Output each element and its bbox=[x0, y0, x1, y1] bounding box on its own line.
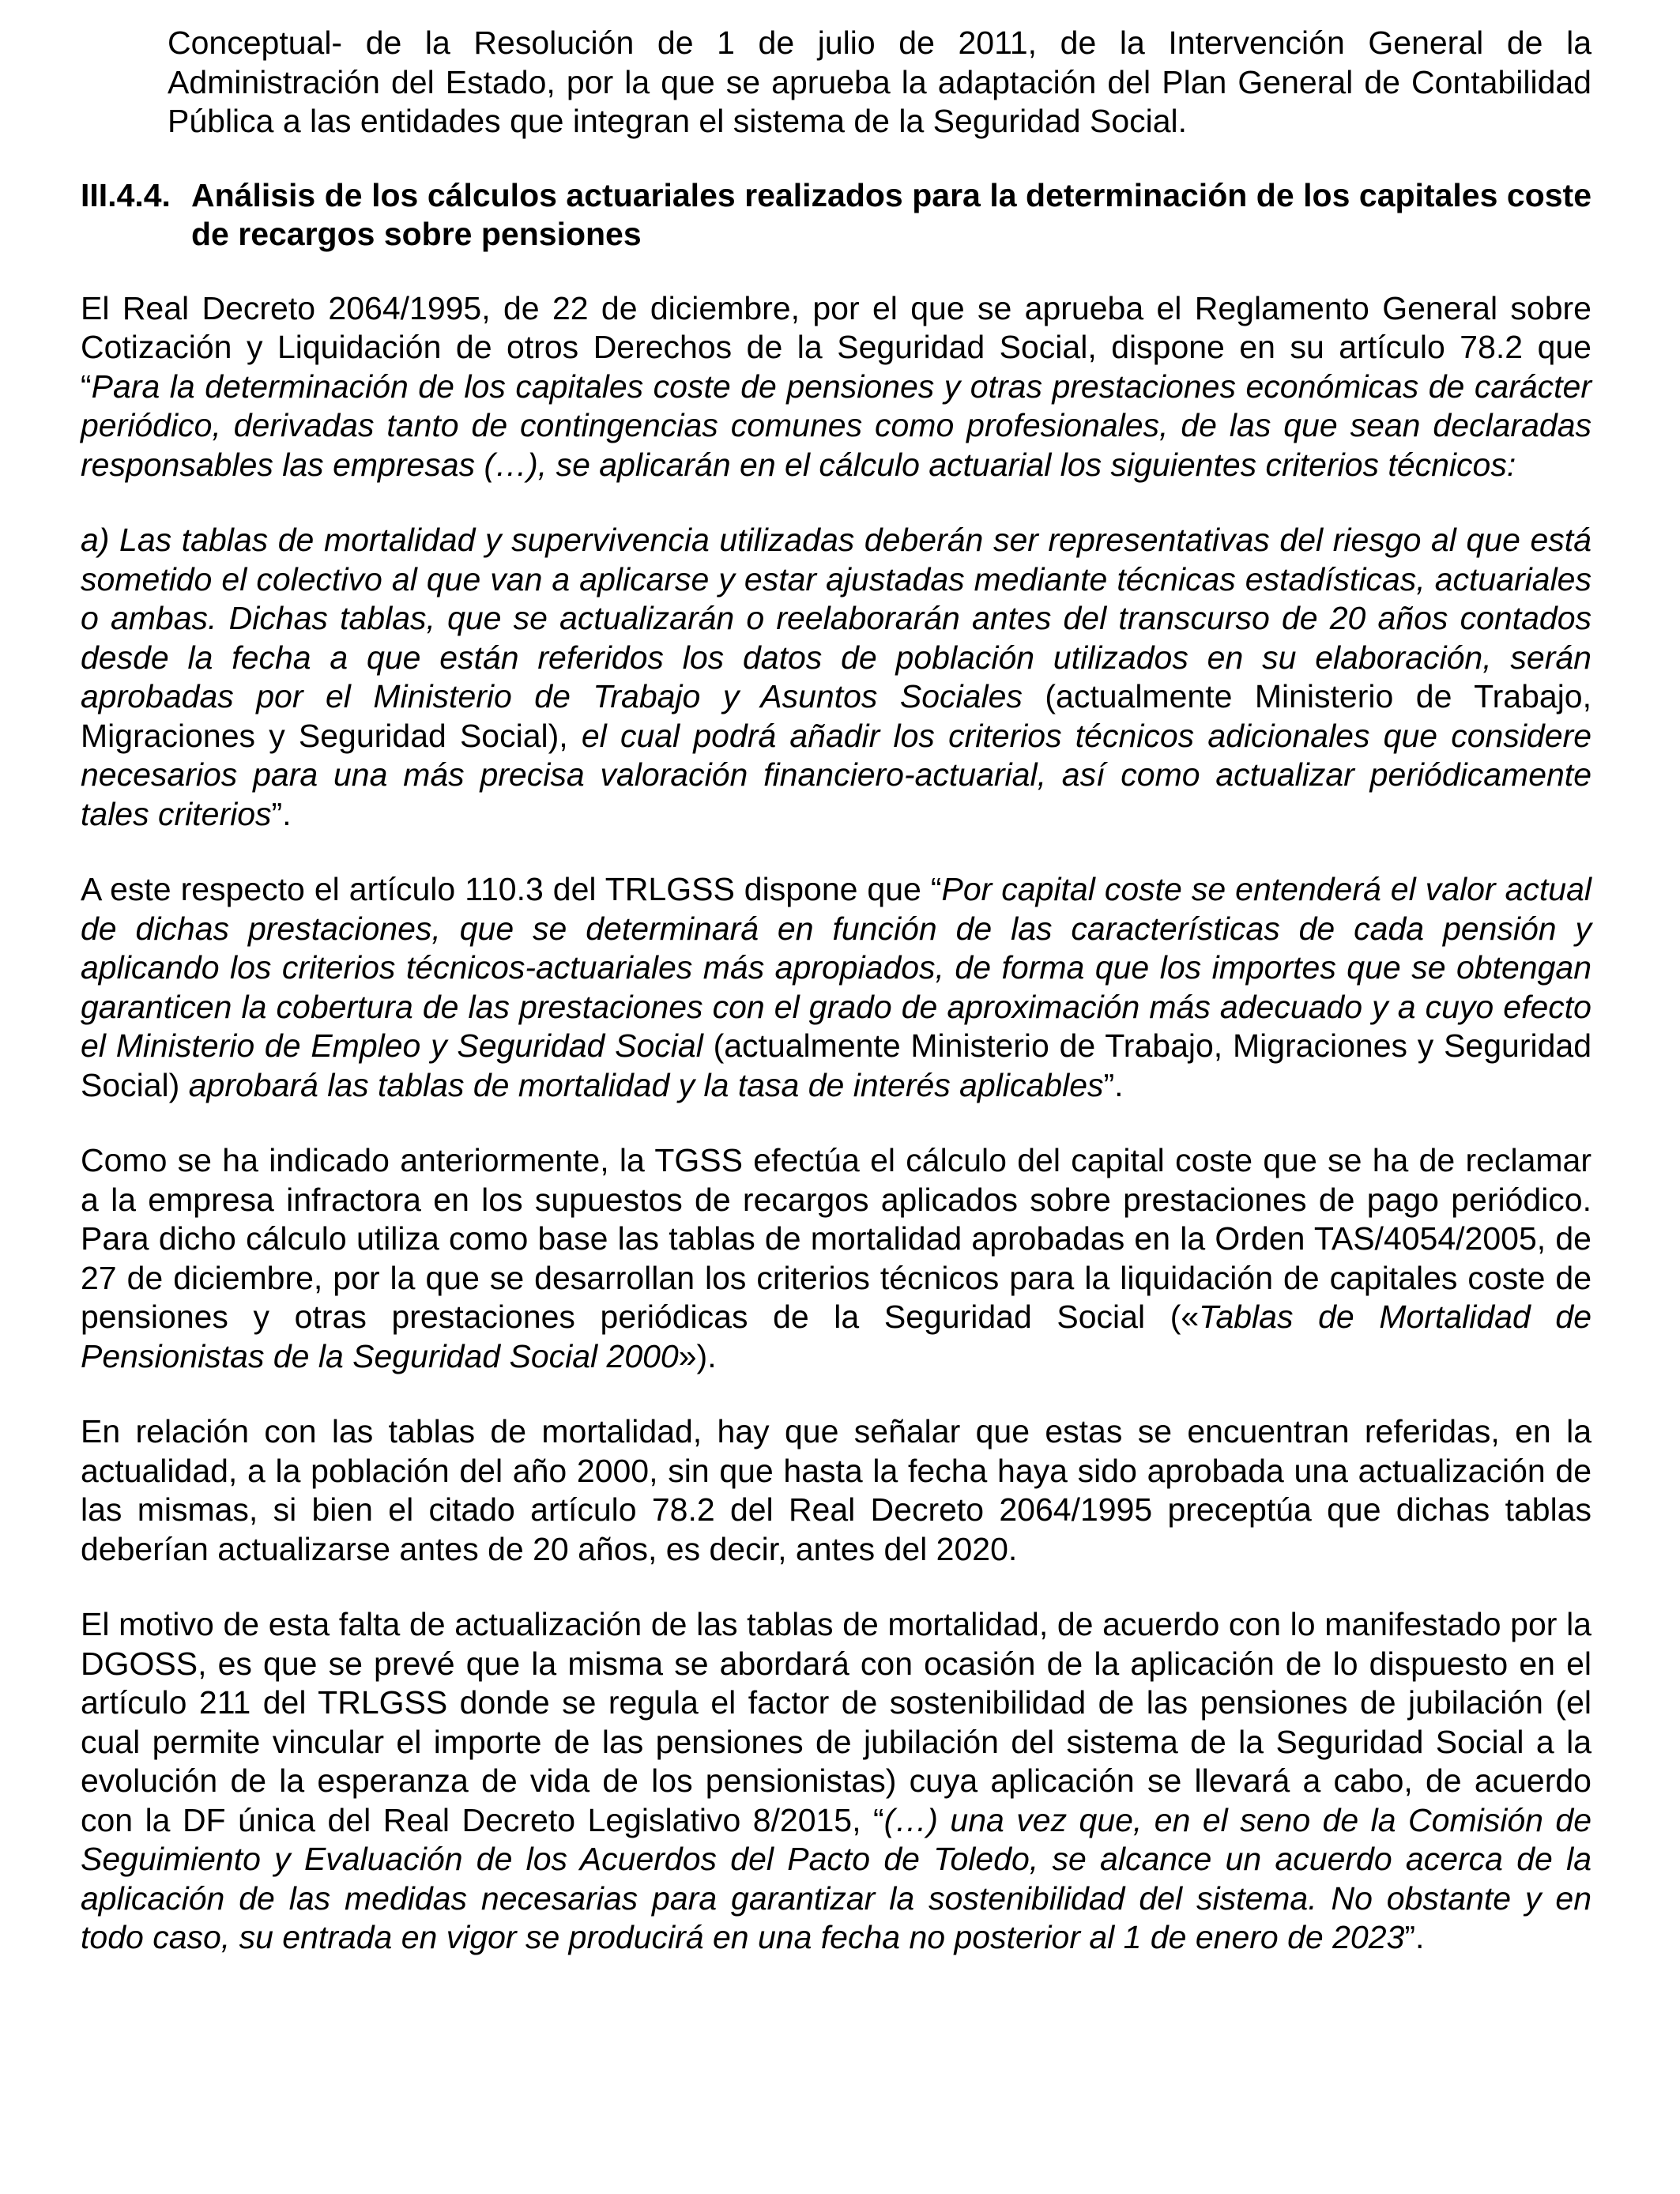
paragraph-text: ”. bbox=[1404, 1919, 1425, 1955]
section-title: Análisis de los cálculos actuariales realizados para la determinación de los capitales coste de recargos sobre pensiones bbox=[191, 176, 1591, 252]
paragraph-tgss-calculo bbox=[81, 1141, 1591, 1376]
quote-text: el cual podrá añadir los criterios técnicos adicionales que considere necesarios para una más precisa valoración financiero-actuarial, así como actualizar periódicamente tales criterios bbox=[81, 717, 1591, 832]
quote-text: aprobará las tablas de mortalidad y la tasa de interés aplicables bbox=[188, 1066, 1104, 1103]
quote-text: Por capital coste se entenderá el valor actual de dichas prestaciones, que se determinará en función de las características de cada pensión y aplicando los criterios técnicos-actuariales más apropiados, de forma que los importes que se obtengan garanticen la cobertura de las prestaciones con el grado de aproximación más adecuado y a cuyo efecto el Ministerio de Empleo y Seguridad Social bbox=[81, 871, 1591, 1064]
paragraph-text: »). bbox=[678, 1337, 717, 1374]
paragraph-actualizacion bbox=[81, 1412, 1591, 1569]
paragraph-text: (actualmente Ministerio de Trabajo, Migraciones y Seguridad Social) bbox=[81, 1027, 1592, 1103]
paragraph-text: ”. bbox=[1103, 1066, 1124, 1103]
paragraph-text: A este respecto el artículo 110.3 del TRLGSS dispone que “ bbox=[81, 871, 942, 907]
paragraph-text: (actualmente Ministerio de Trabajo, Migraciones y Seguridad Social), bbox=[81, 678, 1592, 754]
quote-text: Tablas de Mortalidad de Pensionistas de la Seguridad Social 2000 bbox=[81, 1299, 1591, 1374]
paragraph-real-decreto bbox=[81, 289, 1591, 485]
paragraph-text: ”. bbox=[271, 795, 292, 832]
paragraph-text: El motivo de esta falta de actualización de las tablas de mortalidad, de acuerdo con lo manifestado por la DGOSS, es que se prevé que la misma se abordará con ocasión de la aplicación de lo dispuesto en el artículo 211 del TRLGSS donde se regula el factor de sostenibilidad de las pensiones de jubilación (el cual permite vincular el importe de las pensiones de jubilación del sistema de la Seguridad Social a la evolución de la esperanza de vida de los pensionistas) cuya aplicación se llevará a cabo, de acuerdo con la DF única del Real Decreto Legislativo 8/2015, “ bbox=[81, 1606, 1591, 1838]
document-page bbox=[81, 24, 1591, 1958]
paragraph-motivo bbox=[81, 1605, 1591, 1958]
paragraph-text: El Real Decreto 2064/1995, de 22 de diciembre, por el que se aprueba el Reglamento General sobre Cotización y Liquidación de otros Derechos de la Seguridad Social, dispone en su artículo 78.2 que “ bbox=[81, 289, 1591, 405]
paragraph-tablas-mortalidad bbox=[81, 521, 1591, 834]
paragraph-articulo-110 bbox=[81, 870, 1591, 1105]
paragraph-text: En relación con las tablas de mortalidad, hay que señalar que estas se encuentran referidas, en la actualidad, a la población del año 2000, sin que hasta la fecha haya sido aprobada una actualización de las mismas, si bien el citado artículo 78.2 del Real Decreto 2064/1995 preceptúa que dichas tablas deberían actualizarse antes de 20 años, es decir, antes del 2020. bbox=[81, 1413, 1591, 1567]
quote-text: a) Las tablas de mortalidad y supervivencia utilizadas deberán ser representativas del riesgo al que está sometido el colectivo al que van a aplicarse y estar ajustadas mediante técnicas estadísticas, actuariales o ambas. Dichas tablas, que se actualizarán o reelaborarán antes del transcurso de 20 años contados desde la fecha a que están referidos los datos de población utilizados en su elaboración, serán aprobadas por el Ministerio de Trabajo y Asuntos Sociales bbox=[81, 522, 1591, 714]
quote-text: (…) una vez que, en el seno de la Comisión de Seguimiento y Evaluación de los Acuerdos del Pacto de Toledo, se alcance un acuerdo acerca de la aplicación de las medidas necesarias para garantizar la sostenibilidad del sistema. No obstante y en todo caso, su entrada en vigor se producirá en una fecha no posterior al 1 de enero de 2023 bbox=[81, 1801, 1591, 1955]
paragraph-text: Como se ha indicado anteriormente, la TGSS efectúa el cálculo del capital coste que se ha de reclamar a la empresa infractora en los supuestos de recargos aplicados sobre prestaciones de pago periódico. Para dicho cálculo utiliza como base las tablas de mortalidad aprobadas en la Orden TAS/4054/2005, de 27 de diciembre, por la que se desarrollan los criterios técnicos para la liquidación de capitales coste de pensiones y otras prestaciones periódicas de la Seguridad Social (« bbox=[81, 1142, 1591, 1335]
intro-paragraph: Conceptual- de la Resolución de 1 de julio de 2011, de la Intervención General de la Administración del Estado, por la que se aprueba la adaptación del Plan General de Contabilidad Pública a las entidades que integran el sistema de la Seguridad Social. bbox=[168, 25, 1591, 139]
section-number: III.4.4. bbox=[81, 176, 171, 213]
section-heading bbox=[81, 176, 1591, 254]
quote-text: Para la determinación de los capitales coste de pensiones y otras prestaciones económicas de carácter periódico, derivadas tanto de contingencias comunes como profesionales, de las que sean declaradas responsables las empresas (…), se aplicarán en el cálculo actuarial los siguientes criterios técnicos: bbox=[81, 368, 1591, 483]
